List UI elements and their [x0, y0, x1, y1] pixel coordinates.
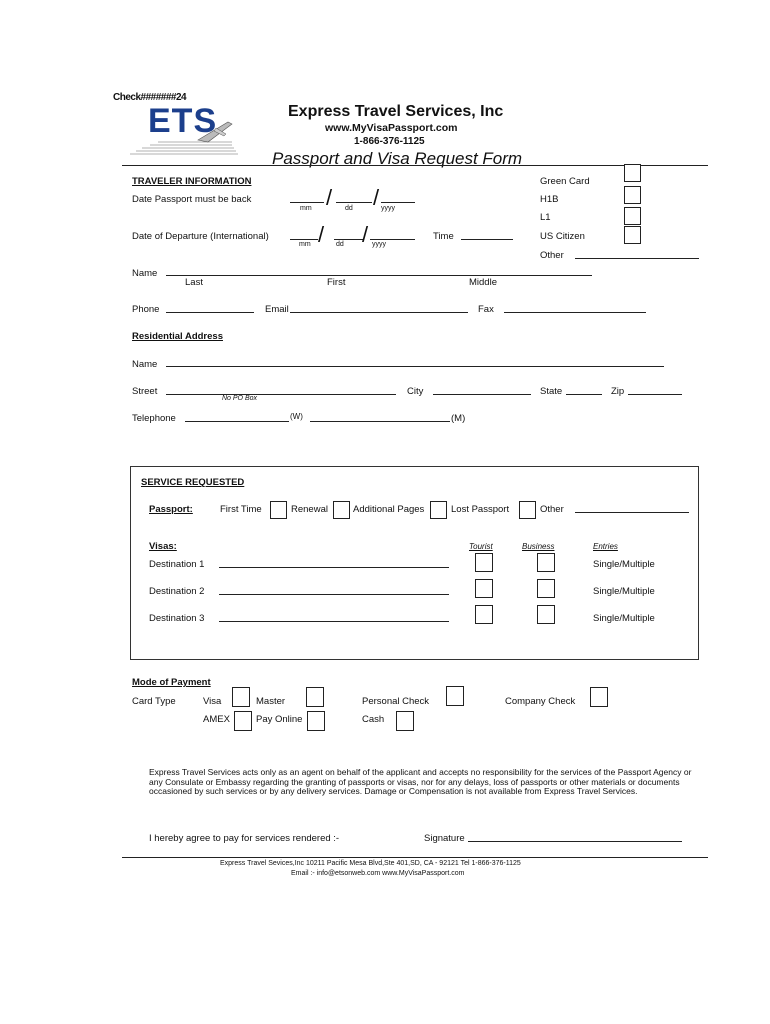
destination-2-field[interactable] [219, 594, 449, 595]
us-citizen-checkbox[interactable] [624, 226, 641, 244]
yyyy-hint: yyyy [372, 241, 386, 248]
date-back-dd[interactable] [336, 202, 372, 203]
date-separator: / [318, 222, 325, 247]
fax-label: Fax [478, 304, 494, 315]
yyyy-hint: yyyy [381, 205, 395, 212]
city-field[interactable] [433, 394, 531, 395]
time-label: Time [433, 231, 454, 242]
signature-field[interactable] [468, 841, 682, 842]
passport-label: Passport: [149, 504, 193, 515]
visa-label: Visa [203, 696, 222, 707]
lost-passport-label: Lost Passport [451, 504, 510, 515]
dd-hint: dd [336, 241, 344, 248]
departure-dd[interactable] [334, 239, 364, 240]
renewal-checkbox[interactable] [333, 501, 350, 519]
phone-label: Phone [132, 304, 160, 315]
pay-online-label: Pay Online [256, 714, 303, 725]
no-po-box-hint: No PO Box [222, 395, 258, 402]
logo-text: ETS [148, 102, 218, 140]
l1-label: L1 [540, 212, 551, 223]
destination-1-business-checkbox[interactable] [537, 553, 555, 572]
destination-1-label: Destination 1 [149, 559, 205, 570]
dd-hint: dd [345, 205, 353, 212]
agree-text: I hereby agree to pay for services rendered :- [149, 833, 340, 844]
other-status-field[interactable] [575, 258, 699, 259]
green-card-label: Green Card [540, 176, 590, 187]
traveler-heading: TRAVELER INFORMATION [132, 176, 252, 187]
personal-check-checkbox[interactable] [446, 686, 464, 706]
us-citizen-label: US Citizen [540, 231, 585, 242]
name-label: Name [132, 268, 158, 279]
state-field[interactable] [566, 394, 602, 395]
amex-label: AMEX [203, 714, 230, 725]
departure-yyyy[interactable] [370, 239, 415, 240]
service-heading: SERVICE REQUESTED [141, 477, 245, 488]
destination-1-entries: Single/Multiple [593, 559, 655, 570]
other-status-label: Other [540, 250, 564, 261]
destination-3-business-checkbox[interactable] [537, 605, 555, 624]
departure-label: Date of Departure (International) [132, 231, 269, 242]
header-rule [122, 165, 708, 166]
residential-heading: Residential Address [132, 331, 223, 342]
footer-contact: Email :- info@etsonweb.com www.MyVisaPassport.com [291, 870, 465, 877]
lost-passport-checkbox[interactable] [519, 501, 536, 519]
company-name: Express Travel Services, Inc [288, 103, 504, 120]
date-back-label: Date Passport must be back [132, 194, 252, 205]
date-separator: / [373, 185, 380, 210]
zip-label: Zip [611, 386, 625, 397]
telephone-mobile-field[interactable] [310, 421, 450, 422]
master-checkbox[interactable] [306, 687, 324, 707]
form-title: Passport and Visa Request Form [272, 149, 523, 168]
visa-checkbox[interactable] [232, 687, 250, 707]
cash-label: Cash [362, 714, 385, 725]
telephone-work-field[interactable] [185, 421, 289, 422]
destination-2-business-checkbox[interactable] [537, 579, 555, 598]
ets-logo [128, 104, 240, 158]
pay-online-checkbox[interactable] [307, 711, 325, 731]
mm-hint: mm [300, 205, 312, 212]
cash-checkbox[interactable] [396, 711, 414, 731]
phone-field[interactable] [166, 312, 254, 313]
business-header: Business [522, 542, 555, 551]
signature-label: Signature [424, 833, 465, 844]
renewal-label: Renewal [291, 504, 328, 515]
master-label: Master [256, 696, 286, 707]
date-back-mm[interactable] [290, 202, 324, 203]
footer-address: Express Travel Sevices,Inc 10211 Pacific Mesa Blvd,Ste 401,SD, CA - 92121 Tel 1-866-376-1125 [220, 860, 521, 867]
work-hint: (W) [290, 412, 303, 421]
street-field[interactable] [166, 394, 396, 395]
destination-3-entries: Single/Multiple [593, 613, 655, 624]
h1b-label: H1B [540, 194, 559, 205]
res-name-field[interactable] [166, 366, 664, 367]
zip-field[interactable] [628, 394, 682, 395]
payment-heading: Mode of Payment [132, 677, 211, 688]
departure-mm[interactable] [290, 239, 318, 240]
city-label: City [407, 386, 424, 397]
destination-3-tourist-checkbox[interactable] [475, 605, 493, 624]
destination-3-label: Destination 3 [149, 613, 205, 624]
additional-pages-label: Additional Pages [353, 504, 425, 515]
entries-header: Entries [593, 542, 618, 551]
last-hint: Last [185, 277, 203, 288]
date-back-yyyy[interactable] [381, 202, 415, 203]
destination-2-entries: Single/Multiple [593, 586, 655, 597]
amex-checkbox[interactable] [234, 711, 252, 731]
company-check-label: Company Check [505, 696, 576, 707]
other-service-field[interactable] [575, 512, 689, 513]
l1-checkbox[interactable] [624, 207, 641, 225]
visas-label: Visas: [149, 541, 177, 552]
mobile-hint: (M) [451, 413, 466, 424]
card-type-label: Card Type [132, 696, 176, 707]
h1b-checkbox[interactable] [624, 186, 641, 204]
destination-1-field[interactable] [219, 567, 449, 568]
green-card-checkbox[interactable] [624, 164, 641, 182]
personal-check-label: Personal Check [362, 696, 430, 707]
time-field[interactable] [461, 239, 513, 240]
destination-2-tourist-checkbox[interactable] [475, 579, 493, 598]
fax-field[interactable] [504, 312, 646, 313]
name-field[interactable] [166, 275, 592, 276]
date-separator: / [362, 222, 369, 247]
destination-1-tourist-checkbox[interactable] [475, 553, 493, 572]
footer-rule [122, 857, 708, 858]
state-label: State [540, 386, 563, 397]
disclaimer-text: Express Travel Services acts only as an agent on behalf of the applicant and accepts no responsibility for the services of the Passport Agency or any Consulate or Embassy regarding the granting of passports or visas, nor for any delays, loss of passports or other materials or documents occasioned by such services or by any delivery services. Damage or Compensation is not available from Express Travel Services. [149, 767, 692, 797]
company-phone: 1-866-376-1125 [354, 136, 425, 147]
destination-3-field[interactable] [219, 621, 449, 622]
mm-hint: mm [299, 241, 311, 248]
middle-hint: Middle [469, 277, 497, 288]
first-time-checkbox[interactable] [270, 501, 287, 519]
email-field[interactable] [290, 312, 468, 313]
date-separator: / [326, 185, 333, 210]
first-time-label: First Time [220, 504, 262, 515]
email-label: Email [265, 304, 289, 315]
additional-pages-checkbox[interactable] [430, 501, 447, 519]
company-check-checkbox[interactable] [590, 687, 608, 707]
telephone-label: Telephone [132, 413, 176, 424]
street-label: Street [132, 386, 158, 397]
destination-2-label: Destination 2 [149, 586, 205, 597]
first-hint: First [327, 277, 346, 288]
other-service-label: Other [540, 504, 564, 515]
tourist-header: Tourist [469, 542, 493, 551]
website: www.MyVisaPassport.com [325, 122, 458, 134]
check-number: Check#######24 [113, 92, 187, 103]
res-name-label: Name [132, 359, 158, 370]
